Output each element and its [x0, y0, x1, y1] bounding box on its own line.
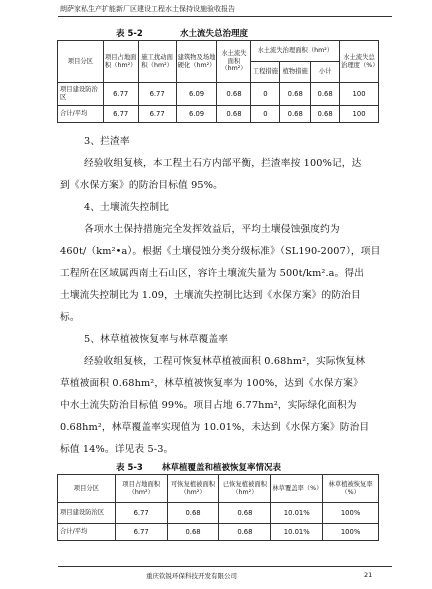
header-treated-area: 水土流失治理面积（hm²）	[251, 41, 340, 62]
section-5-line-5: 标值 14%。详见表 5-3。	[60, 444, 174, 455]
page-number: 21	[364, 571, 373, 579]
section-5-line-4: 0.68hm²，林草覆盖率实现值为 10.01%，未达到《水保方案》防治目	[60, 422, 370, 433]
section-4-line-5: 标。	[60, 312, 80, 323]
page-header: 朗萨家私生产扩能新厂区建设工程水土保持设施验收报告	[60, 5, 235, 13]
table-row	[58, 524, 379, 541]
footer-company: 重庆钦锐环保科技开发有限公司	[146, 572, 237, 580]
header-building-hardening: 建筑物及场地硬化（hm²）	[176, 41, 217, 83]
footer-rule	[58, 566, 392, 567]
table-5-2-number: 表 5-2	[116, 29, 143, 39]
cell-loss: 0.68	[217, 83, 251, 106]
header-occupied-area: 项目占地面积（hm²）	[115, 475, 167, 503]
section-3-line-1: 经验收组复核，本工程土石方内部平衡，拦渣率按 100%记，达	[84, 158, 362, 169]
cell-area: 6.77	[103, 106, 138, 123]
table-row	[58, 503, 379, 524]
cell-building: 6.09	[176, 106, 217, 123]
header-coverage-rate: 林草覆盖率（%）	[271, 475, 323, 503]
header-engineering: 工程措施	[251, 62, 280, 83]
table-5-2-caption	[116, 27, 249, 39]
header-disturbed-area: 施工扰动面积（hm²）	[138, 41, 176, 83]
cell-disturb: 6.77	[138, 106, 176, 123]
cell-plant: 0.68	[280, 106, 311, 123]
cell-degree: 100	[340, 106, 379, 123]
cell-zone: 合计/平均	[58, 106, 104, 123]
cell-recovery: 100%	[323, 503, 379, 524]
cell-eng: 0	[251, 106, 280, 123]
cell-restorable: 0.68	[167, 503, 219, 524]
section-4-line-2: 460t/（km²•a）。根据《土壤侵蚀分类分级标准》（SL190-2007），项目	[60, 246, 381, 257]
header-recovery-rate: 林草植被恢复率（%）	[323, 475, 379, 503]
cell-zone: 合计/平均	[58, 524, 116, 541]
header-treatment-degree: 水土流失总治理度（%）	[340, 41, 379, 83]
header-project-zone: 项目分区	[58, 41, 104, 83]
section-3-line-2: 到《水保方案》的防治目标值 95%。	[60, 180, 223, 191]
cell-zone: 项目建设防治区	[58, 503, 116, 524]
cell-eng: 0	[251, 83, 280, 106]
cell-loss: 0.68	[217, 106, 251, 123]
section-5-line-1: 经验收组复核，工程可恢复林草植被面积 0.68hm²，实际恢复林	[84, 356, 366, 367]
header-plant: 植物措施	[280, 62, 311, 83]
section-4-heading: 4、土壤流失控制比	[84, 202, 170, 213]
cell-disturb: 6.77	[138, 83, 176, 106]
table-5-3	[57, 474, 379, 541]
table-row	[58, 83, 379, 106]
cell-degree: 100	[340, 83, 379, 106]
cell-coverage: 10.01%	[271, 524, 323, 541]
section-4-line-1: 各项水土保持措施完全发挥效益后，平均土壤侵蚀强度约为	[84, 224, 340, 235]
header-rule	[58, 16, 392, 17]
header-restorable-area: 可恢复植被面积（hm²）	[167, 475, 219, 503]
table-5-3-number: 表 5-3	[116, 463, 143, 473]
table-5-3-title: 林草植覆盖和植被恢复率情况表	[162, 463, 282, 473]
cell-coverage: 10.01%	[271, 503, 323, 524]
cell-recovery: 100%	[323, 524, 379, 541]
cell-restorable: 0.68	[167, 524, 219, 541]
header-restored-area: 已恢复植被面积（hm²）	[219, 475, 271, 503]
header-subtotal: 小计	[311, 62, 340, 83]
cell-sub: 0.68	[311, 106, 340, 123]
table-5-2-title: 水土流失总治理度	[180, 29, 249, 39]
section-4-line-4: 土壤流失控制比为 1.09，土壤流失控制比达到《水保方案》的防治目	[60, 290, 361, 301]
cell-building: 6.09	[176, 83, 217, 106]
cell-area: 6.77	[115, 524, 167, 541]
header-project-zone: 项目分区	[58, 475, 116, 503]
cell-area: 6.77	[103, 83, 138, 106]
section-5-line-3: 中水土流失防治目标值 99%。项目占地 6.77hm²，实际绿化面积为	[60, 400, 357, 411]
section-5-heading: 5、林草植被恢复率与林草覆盖率	[84, 334, 229, 345]
section-5-line-2: 草植被面积 0.68hm²，林草植被恢复率为 100%，达到《水保方案》	[60, 378, 363, 389]
table-5-3-caption	[116, 461, 282, 473]
section-4-line-3: 工程所在区域属西南土石山区，容许土壤流失量为 500t/km².a。得出	[60, 268, 365, 279]
cell-area: 6.77	[115, 503, 167, 524]
header-occupied-area: 项目占地面积（hm²）	[103, 41, 138, 83]
table-row	[58, 106, 379, 123]
cell-sub: 0.68	[311, 83, 340, 106]
cell-zone: 项目建设防治区	[58, 83, 104, 106]
table-5-2	[57, 40, 379, 123]
cell-plant: 0.68	[280, 83, 311, 106]
header-loss-area: 水土流失面积（hm²）	[217, 41, 251, 83]
section-3-heading: 3、拦渣率	[84, 136, 130, 147]
cell-restored: 0.68	[219, 524, 271, 541]
cell-restored: 0.68	[219, 503, 271, 524]
